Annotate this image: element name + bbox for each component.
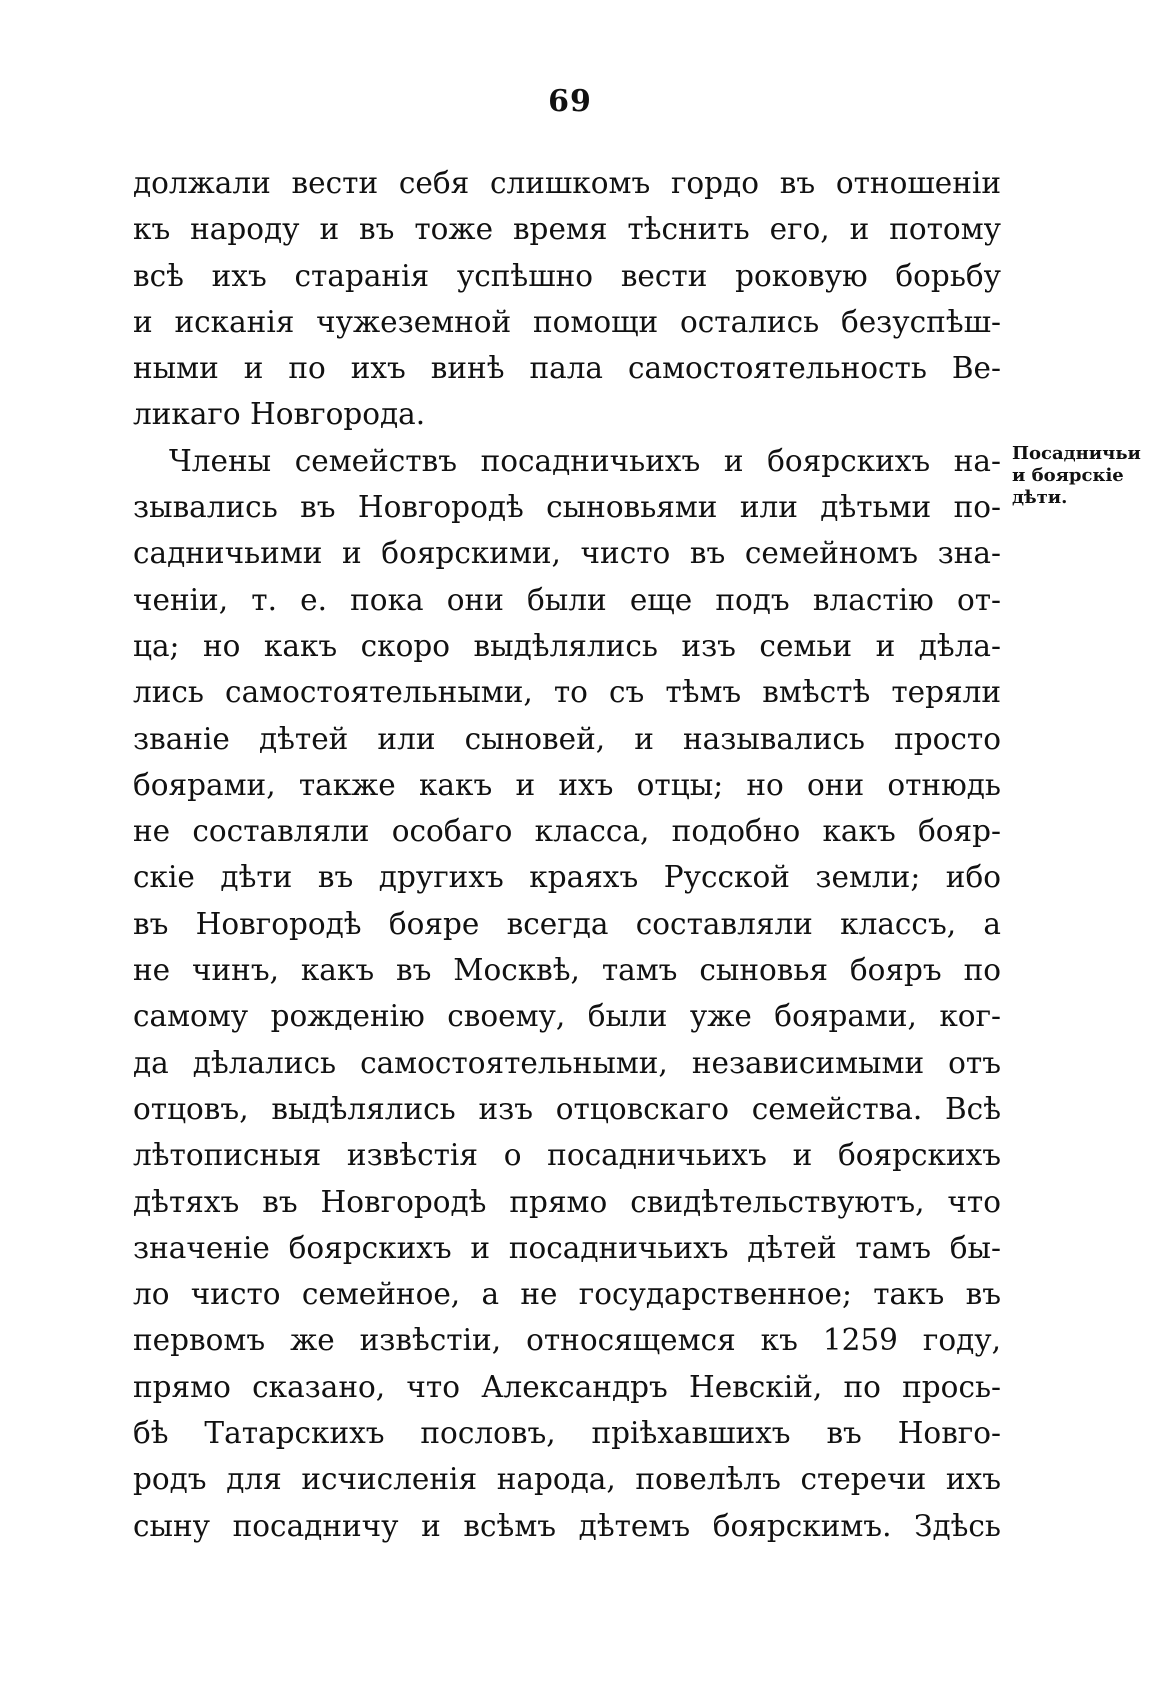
text-line: лись самостоятельными, то съ тѣмъ вмѣстѣ теряли [133,675,1001,710]
text-line: къ народу и въ тоже время тѣснить его, и потому [133,212,1001,247]
text-line: да дѣлались самостоятельными, независимыми отъ [133,1045,1001,1080]
text-line: прямо сказано, что Александръ Невскій, по прось- [133,1369,1001,1404]
text-line: ло чисто семейное, а не государственное; такъ въ [133,1277,1001,1312]
text-line: не составляли особаго класса, подобно какъ бояр- [133,814,1001,849]
text-line: скіе дѣти въ другихъ краяхъ Русской земли; ибо [133,860,1001,895]
margin-note [1012,443,1161,509]
margin-note-line: и боярскіе [1012,465,1124,486]
page-number: 69 [548,84,592,119]
text-line: лѣтописныя извѣстія о посадничьихъ и боярскихъ [133,1138,1001,1173]
text-line: всѣ ихъ старанія успѣшно вести роковую борьбу [133,258,1001,293]
text-line: зывались въ Новгородѣ сыновьями или дѣтьми по- [133,490,1001,525]
text-line: и исканія чужеземной помощи остались безуспѣш- [133,304,1001,339]
margin-note-line: Посадничьи [1012,443,1141,464]
text-line: сыну посадничу и всѣмъ дѣтемъ боярскимъ. Здѣсь [133,1508,1001,1543]
text-line: отцовъ, выдѣлялись изъ отцовскаго семейства. Всѣ [133,1091,1001,1126]
text-line: значеніе боярскихъ и посадничьихъ дѣтей тамъ бы- [133,1230,1001,1265]
text-line: въ Новгородѣ бояре всегда составляли классъ, а [133,906,1001,941]
text-line: садничьими и боярскими, чисто въ семейномъ зна- [133,536,1001,571]
text-line: боярами, также какъ и ихъ отцы; но они отнюдь [133,767,1001,802]
text-line: ными и по ихъ винѣ пала самостоятельность Ве- [133,351,1001,386]
text-line: званіе дѣтей или сыновей, и назывались просто [133,721,1001,756]
text-line: родъ для исчисленія народа, повелѣлъ стеречи ихъ [133,1462,1001,1497]
text-line: Члены семействъ посадничьихъ и боярскихъ на- [169,443,1001,478]
margin-note-line: дѣти. [1012,487,1068,508]
text-line: ликаго Новгорода. [133,397,426,432]
text-line: бѣ Татарскихъ пословъ, пріѣхавшихъ въ Новго- [133,1416,1001,1451]
text-line: должали вести себя слишкомъ гордо въ отношеніи [133,166,1001,200]
body-text [133,160,1001,1549]
text-line: самому рожденію своему, были уже боярами, ког- [133,999,1001,1034]
text-line: ченіи, т. е. пока они были еще подъ властію от- [133,582,1001,617]
text-line: не чинъ, какъ въ Москвѣ, тамъ сыновья бояръ по [133,953,1001,988]
text-line: первомъ же извѣстіи, относящемся къ 1259 году, [133,1323,1001,1358]
text-line: ца; но какъ скоро выдѣлялись изъ семьи и дѣла- [133,628,1001,663]
text-line: дѣтяхъ въ Новгородѣ прямо свидѣтельствуютъ, что [133,1184,1001,1219]
